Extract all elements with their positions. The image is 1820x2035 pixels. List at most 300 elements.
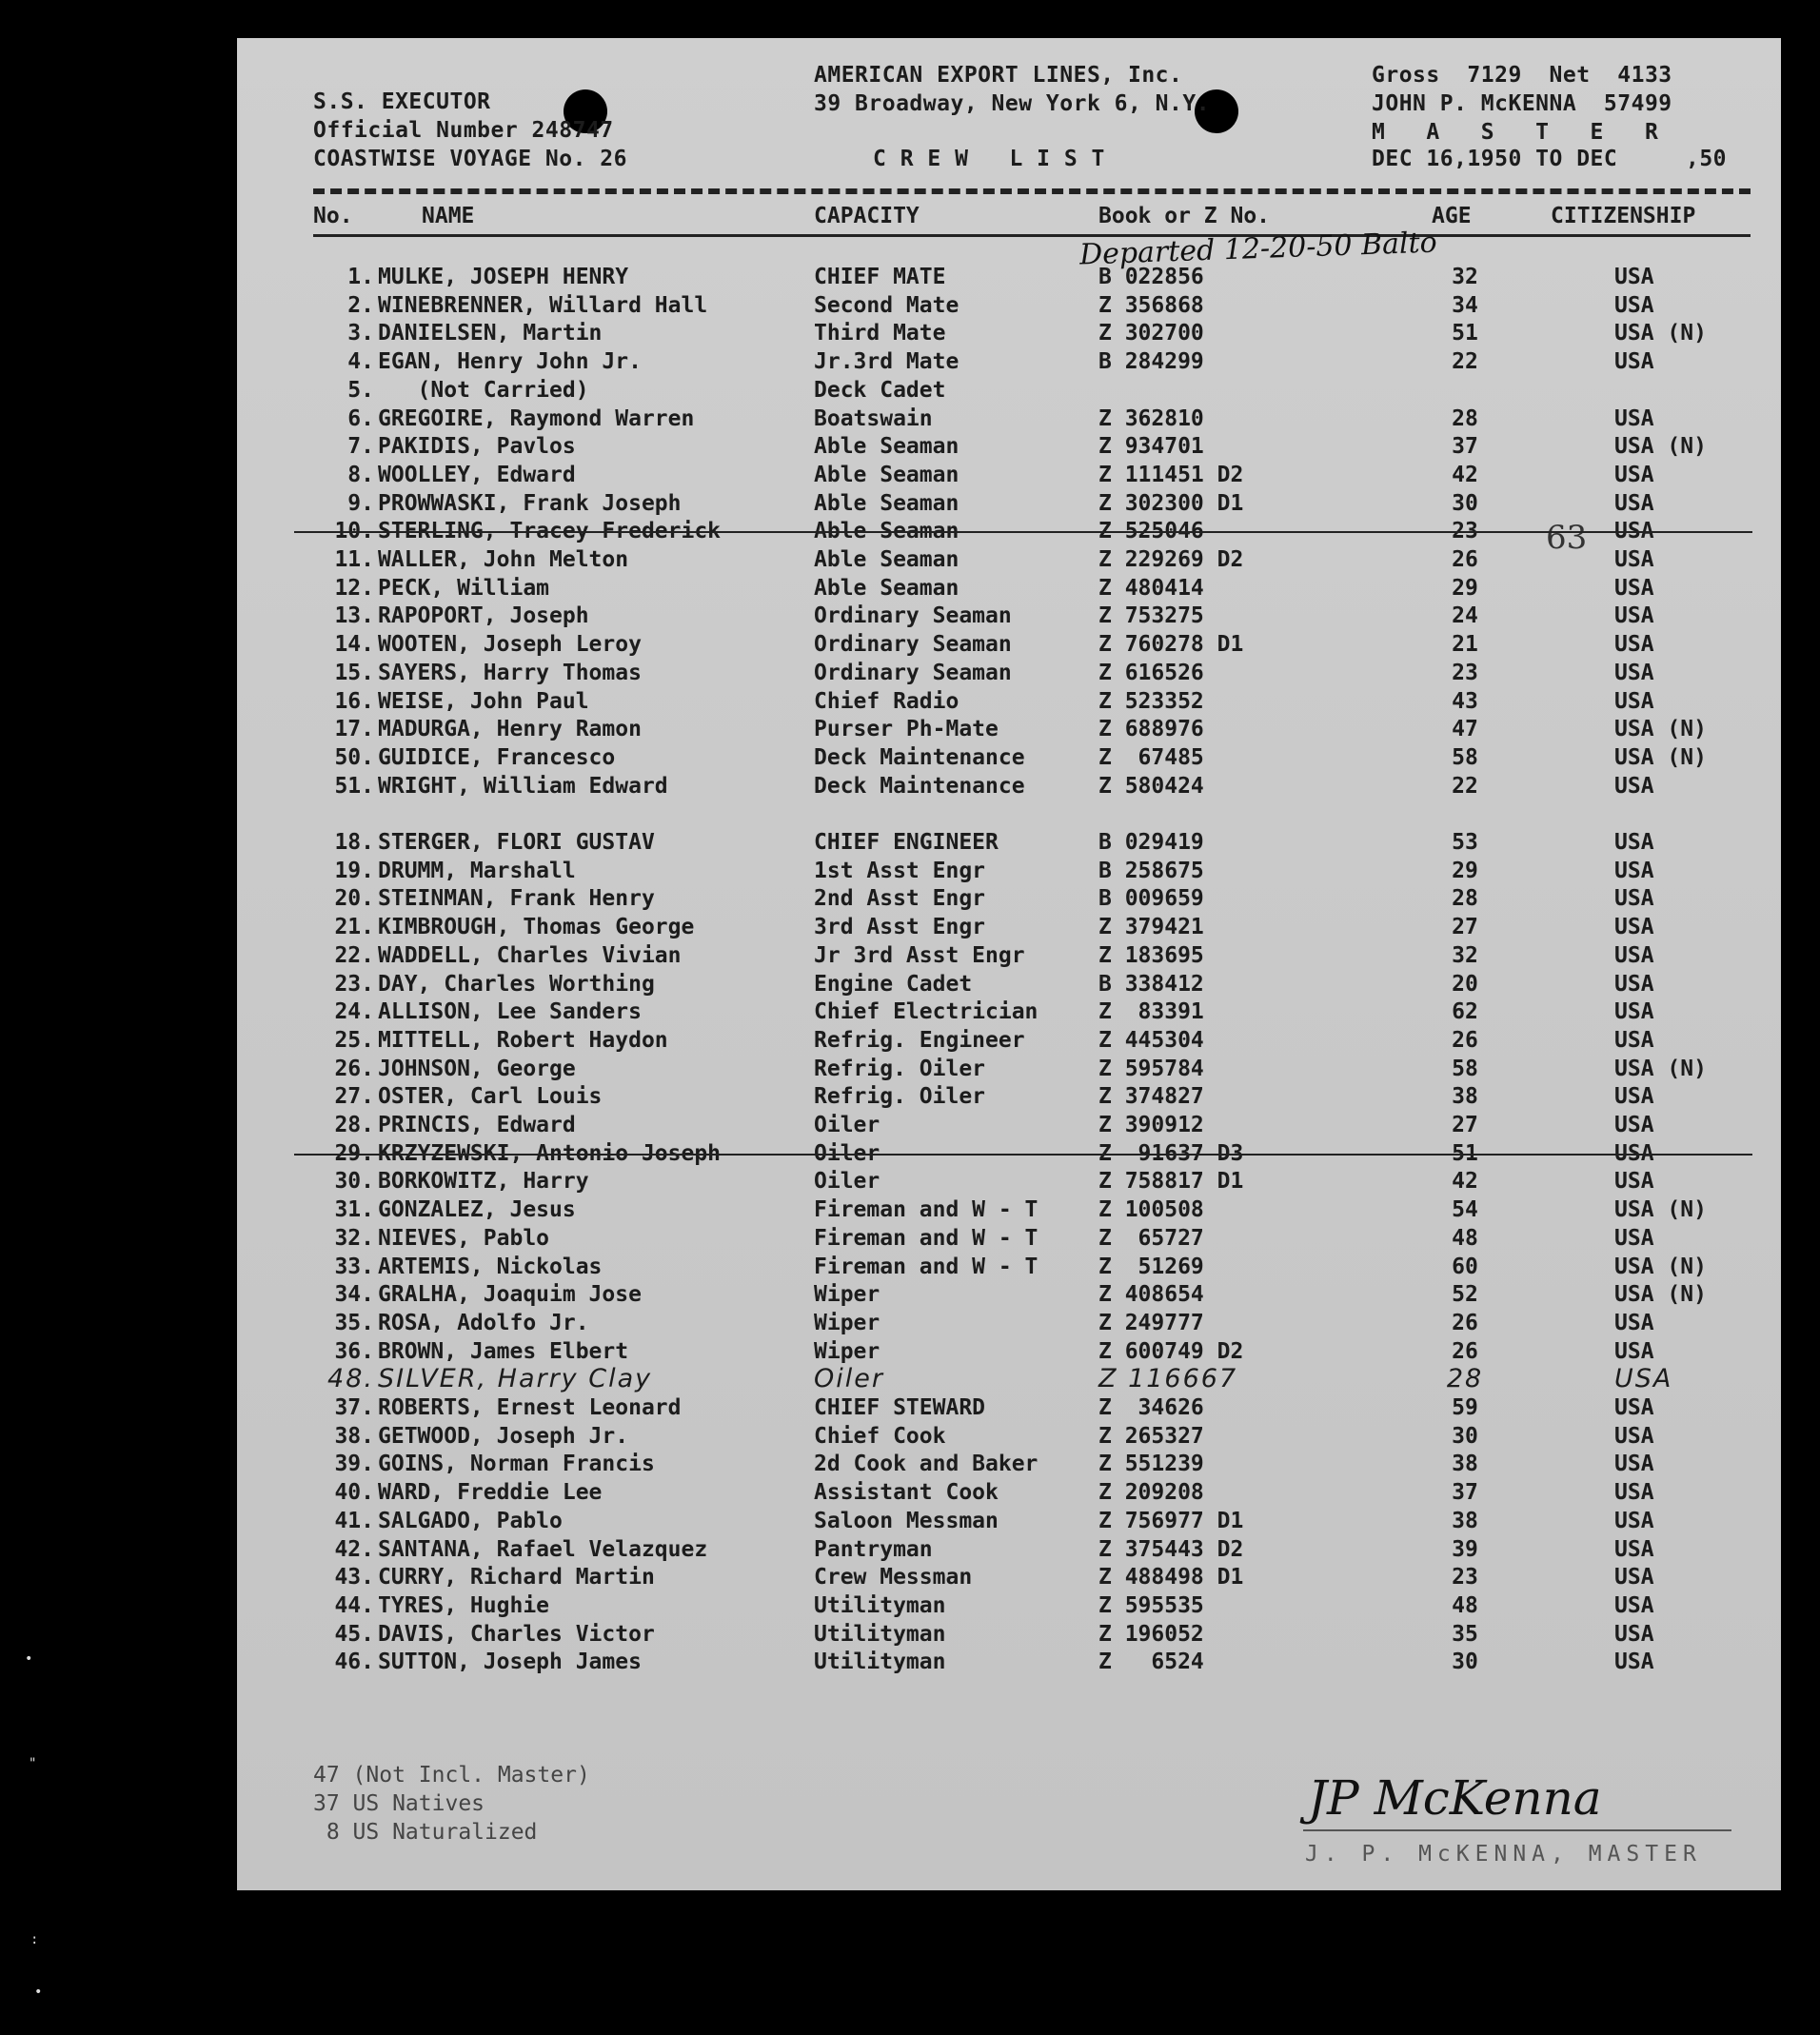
- col-book: Book or Z No.: [1098, 204, 1271, 228]
- table-row: [237, 1337, 1781, 1366]
- crew-citizenship: USA: [1614, 915, 1654, 940]
- crew-no: 6.: [347, 405, 374, 431]
- crew-name: BROWN, James Elbert: [378, 1338, 629, 1364]
- table-row: [237, 517, 1781, 545]
- crew-name: DAVIS, Charles Victor: [378, 1621, 655, 1647]
- crew-capacity: Able Seaman: [814, 462, 959, 487]
- crew-no: 17.: [334, 717, 374, 742]
- crew-no: 11.: [334, 547, 374, 572]
- crew-name: BORKOWITZ, Harry: [378, 1169, 589, 1195]
- crew-name: SAYERS, Harry Thomas: [378, 660, 642, 685]
- crew-no: 27.: [334, 1084, 374, 1110]
- crew-citizenship: USA: [1614, 660, 1654, 685]
- table-row: [237, 405, 1781, 433]
- summary-naturalized: 8 US Naturalized: [313, 1820, 538, 1845]
- crew-citizenship: USA: [1614, 405, 1654, 431]
- table-row: [237, 1591, 1781, 1620]
- crew-age: 26: [1452, 547, 1478, 572]
- table-row: [237, 998, 1781, 1026]
- crew-capacity: Oiler: [814, 1364, 884, 1394]
- crew-name: DANIELSEN, Martin: [378, 321, 603, 346]
- crew-no: 24.: [334, 999, 374, 1025]
- crew-name: WALLER, John Melton: [378, 547, 629, 572]
- crew-citizenship: USA: [1614, 688, 1654, 714]
- crew-no: 39.: [334, 1452, 374, 1477]
- crew-name: DRUMM, Marshall: [378, 858, 576, 883]
- crew-book: Z 580424: [1098, 773, 1204, 799]
- table-row: [237, 1167, 1781, 1195]
- col-capacity: CAPACITY: [814, 204, 920, 228]
- crew-age: 28: [1446, 1364, 1484, 1394]
- table-row: [237, 1535, 1781, 1564]
- crew-name: OSTER, Carl Louis: [378, 1084, 603, 1110]
- crew-book: B 029419: [1098, 830, 1204, 855]
- table-row: [237, 1507, 1781, 1535]
- crew-book: Z 67485: [1098, 744, 1204, 770]
- table-row: [237, 1393, 1781, 1422]
- crew-name: KIMBROUGH, Thomas George: [378, 915, 695, 940]
- crew-book: B 009659: [1098, 886, 1204, 912]
- table-row: [237, 376, 1781, 405]
- crew-book: Z 100508: [1098, 1197, 1204, 1223]
- crew-citizenship: USA: [1614, 265, 1654, 289]
- crew-citizenship: USA (N): [1614, 1254, 1707, 1279]
- crew-no: 28.: [334, 1113, 374, 1137]
- table-row: [237, 1111, 1781, 1139]
- crew-name: WEISE, John Paul: [378, 688, 589, 714]
- col-age: AGE: [1432, 204, 1472, 228]
- crew-name: SUTTON, Joseph James: [378, 1650, 642, 1675]
- crew-no: 29.: [334, 1140, 374, 1166]
- crew-citizenship: USA: [1614, 830, 1654, 855]
- crew-age: 23: [1452, 1565, 1478, 1590]
- crew-book: Z 209208: [1098, 1480, 1204, 1506]
- crew-no: 1.: [347, 265, 374, 289]
- crew-citizenship: USA: [1614, 1140, 1654, 1166]
- crew-name: PRINCIS, Edward: [378, 1113, 576, 1137]
- crew-capacity: 3rd Asst Engr: [814, 915, 986, 940]
- crew-book: Z 302300 D1: [1098, 490, 1244, 516]
- crew-capacity: Chief Electrician: [814, 999, 1039, 1025]
- crew-book: Z 934701: [1098, 434, 1204, 460]
- document-title: C R E W L I S T: [873, 147, 1105, 171]
- table-row: [237, 574, 1781, 603]
- crew-name: ARTEMIS, Nickolas: [378, 1254, 603, 1279]
- crew-name: DAY, Charles Worthing: [378, 971, 655, 997]
- crew-age: 34: [1452, 292, 1478, 318]
- crew-book: Z 551239: [1098, 1452, 1204, 1477]
- crew-citizenship: USA: [1614, 1592, 1654, 1618]
- table-row: [237, 659, 1781, 687]
- crew-no: 25.: [334, 1027, 374, 1053]
- table-row: [237, 1620, 1781, 1649]
- crew-age: 32: [1452, 265, 1478, 289]
- table-row: [237, 602, 1781, 630]
- crew-age: 52: [1452, 1282, 1478, 1308]
- crew-capacity: CHIEF MATE: [814, 265, 946, 289]
- company-address: 39 Broadway, New York 6, N.Y.: [814, 91, 1211, 116]
- crew-no: 36.: [334, 1338, 374, 1364]
- crew-citizenship: USA: [1614, 858, 1654, 883]
- table-row: [237, 432, 1781, 461]
- crew-name: JOHNSON, George: [378, 1056, 576, 1081]
- table-row: [237, 291, 1781, 320]
- crew-age: 30: [1452, 1423, 1478, 1449]
- crew-age: 37: [1452, 434, 1478, 460]
- crew-capacity: Oiler: [814, 1113, 880, 1137]
- crew-capacity: Deck Maintenance: [814, 773, 1025, 799]
- crew-capacity: Engine Cadet: [814, 971, 973, 997]
- crew-no: 12.: [334, 575, 374, 601]
- crew-book: B 284299: [1098, 349, 1204, 375]
- crew-capacity: Chief Cook: [814, 1423, 946, 1449]
- crew-age: 23: [1452, 519, 1478, 544]
- crew-book: Z 379421: [1098, 915, 1204, 940]
- crew-citizenship: USA: [1614, 1621, 1654, 1647]
- crew-name: EGAN, Henry John Jr.: [378, 349, 642, 375]
- crew-no: 35.: [334, 1310, 374, 1335]
- crew-no: 10.: [334, 519, 374, 544]
- crew-book: B 022856: [1098, 265, 1204, 289]
- crew-book: Z 34626: [1098, 1395, 1204, 1420]
- crew-capacity: Deck Cadet: [814, 377, 946, 403]
- margin-number: 63: [1546, 519, 1588, 557]
- crew-age: 48: [1452, 1225, 1478, 1251]
- col-name: NAME: [422, 204, 475, 228]
- crew-no: 7.: [347, 434, 374, 460]
- crew-name: MULKE, JOSEPH HENRY: [378, 265, 629, 289]
- table-row: [237, 1139, 1781, 1168]
- crew-citizenship: USA: [1614, 1169, 1654, 1195]
- crew-no: 14.: [334, 632, 374, 658]
- crew-age: 27: [1452, 915, 1478, 940]
- crew-name: CURRY, Richard Martin: [378, 1565, 655, 1590]
- crew-capacity: Refrig. Oiler: [814, 1084, 986, 1110]
- table-row: [237, 828, 1781, 857]
- crew-name: STEINMAN, Frank Henry: [378, 886, 655, 912]
- crew-book: Z 362810: [1098, 405, 1204, 431]
- crew-age: 37: [1452, 1480, 1478, 1506]
- summary-total: 47 (Not Incl. Master): [313, 1763, 590, 1788]
- voyage-number: COASTWISE VOYAGE No. 26: [313, 147, 627, 171]
- crew-book: Z 408654: [1098, 1282, 1204, 1308]
- crew-capacity: 2nd Asst Engr: [814, 886, 986, 912]
- table-row: [237, 1563, 1781, 1591]
- crew-capacity: Refrig. Engineer: [814, 1027, 1025, 1053]
- crew-book: Z 753275: [1098, 603, 1204, 629]
- company-name: AMERICAN EXPORT LINES, Inc.: [814, 63, 1183, 88]
- table-row: [237, 489, 1781, 518]
- crew-capacity: CHIEF ENGINEER: [814, 830, 999, 855]
- crew-age: 60: [1452, 1254, 1478, 1279]
- margin-dot: •: [34, 1985, 43, 2000]
- crew-age: 28: [1452, 405, 1478, 431]
- crew-no: 48.: [327, 1364, 374, 1394]
- crew-book: Z 91637 D3: [1098, 1140, 1244, 1166]
- crew-name: ROSA, Adolfo Jr.: [378, 1310, 589, 1335]
- crew-capacity: Jr.3rd Mate: [814, 349, 959, 375]
- table-row: [237, 1195, 1781, 1224]
- crew-citizenship: USA: [1614, 942, 1654, 968]
- crew-no: 23.: [334, 971, 374, 997]
- table-row: [237, 263, 1781, 291]
- ship-name: S.S. EXECUTOR: [313, 89, 491, 114]
- crew-age: 29: [1452, 858, 1478, 883]
- crew-no: 30.: [334, 1169, 374, 1195]
- crew-capacity: Saloon Messman: [814, 1508, 999, 1533]
- crew-citizenship: USA: [1614, 1364, 1673, 1394]
- crew-age: 58: [1452, 744, 1478, 770]
- crew-citizenship: USA: [1614, 1225, 1654, 1251]
- crew-capacity: Deck Maintenance: [814, 744, 1025, 770]
- crew-age: 28: [1452, 886, 1478, 912]
- crew-no: 42.: [334, 1536, 374, 1562]
- column-header-row: [237, 202, 1781, 230]
- crew-book: Z 525046: [1098, 519, 1204, 544]
- crew-no: 5.: [347, 377, 374, 403]
- crew-capacity: Ordinary Seaman: [814, 632, 1012, 658]
- crew-list-sheet: [237, 38, 1781, 1890]
- crew-capacity: Second Mate: [814, 292, 959, 318]
- crew-age: 38: [1452, 1452, 1478, 1477]
- crew-age: 30: [1452, 490, 1478, 516]
- table-row: [237, 461, 1781, 489]
- crew-capacity: Assistant Cook: [814, 1480, 999, 1506]
- table-row: [237, 545, 1781, 574]
- crew-citizenship: USA: [1614, 1084, 1654, 1110]
- crew-name: WRIGHT, William Edward: [378, 773, 668, 799]
- crew-book: Z 523352: [1098, 688, 1204, 714]
- crew-book: Z 390912: [1098, 1113, 1204, 1137]
- crew-citizenship: USA (N): [1614, 717, 1707, 742]
- crew-citizenship: USA: [1614, 490, 1654, 516]
- header-dashed-divider: [313, 188, 1751, 194]
- crew-no: 51.: [334, 773, 374, 799]
- crew-age: 27: [1452, 1113, 1478, 1137]
- crew-age: 29: [1452, 575, 1478, 601]
- master-title: M A S T E R: [1372, 120, 1659, 145]
- voyage-dates: DEC 16,1950 TO DEC ,50: [1372, 147, 1728, 171]
- crew-book: Z 445304: [1098, 1027, 1204, 1053]
- crew-name: STERLING, Tracey Frederick: [378, 519, 722, 544]
- crew-no: 37.: [334, 1395, 374, 1420]
- crew-name: STERGER, FLORI GUSTAV: [378, 830, 655, 855]
- crew-capacity: Able Seaman: [814, 575, 959, 601]
- crew-citizenship: USA: [1614, 1310, 1654, 1335]
- crew-citizenship: USA (N): [1614, 1282, 1707, 1308]
- table-row: [237, 1422, 1781, 1451]
- crew-no: 38.: [334, 1423, 374, 1449]
- crew-capacity: Wiper: [814, 1310, 880, 1335]
- table-row: [237, 913, 1781, 941]
- crew-book: Z 183695: [1098, 942, 1204, 968]
- crew-age: 43: [1452, 688, 1478, 714]
- crew-no: 15.: [334, 660, 374, 685]
- crew-citizenship: USA: [1614, 971, 1654, 997]
- signature-line: [1303, 1829, 1731, 1831]
- crew-no: 41.: [334, 1508, 374, 1533]
- crew-age: 51: [1452, 321, 1478, 346]
- crew-capacity: Boatswain: [814, 405, 933, 431]
- crew-name: GETWOOD, Joseph Jr.: [378, 1423, 629, 1449]
- table-row: [237, 347, 1781, 376]
- table-row: [237, 1280, 1781, 1309]
- table-row: [237, 1082, 1781, 1111]
- crew-book: Z 756977 D1: [1098, 1508, 1244, 1533]
- crew-citizenship: USA: [1614, 1452, 1654, 1477]
- crew-citizenship: USA: [1614, 1395, 1654, 1420]
- crew-age: 35: [1452, 1621, 1478, 1647]
- crew-citizenship: USA: [1614, 632, 1654, 658]
- crew-age: 23: [1452, 660, 1478, 685]
- crew-name: RAPOPORT, Joseph: [378, 603, 589, 629]
- crew-name: (Not Carried): [378, 377, 589, 403]
- crew-no: 45.: [334, 1621, 374, 1647]
- crew-no: 19.: [334, 858, 374, 883]
- departed-annotation: Departed 12-20-50 Balto: [1078, 226, 1438, 272]
- crew-capacity: 1st Asst Engr: [814, 858, 986, 883]
- table-row: [237, 1309, 1781, 1337]
- crew-capacity: Able Seaman: [814, 519, 959, 544]
- crew-age: 21: [1452, 632, 1478, 658]
- crew-book: Z 51269: [1098, 1254, 1204, 1279]
- crew-no: 34.: [334, 1282, 374, 1308]
- crew-book: Z 480414: [1098, 575, 1204, 601]
- crew-book: Z 595784: [1098, 1056, 1204, 1081]
- crew-capacity: Oiler: [814, 1169, 880, 1195]
- table-row: [237, 630, 1781, 659]
- crew-capacity: 2d Cook and Baker: [814, 1452, 1039, 1477]
- table-row: [237, 1365, 1781, 1393]
- crew-book: Z 600749 D2: [1098, 1338, 1244, 1364]
- master-signature: JP McKenna: [1308, 1770, 1602, 1826]
- crew-name: WARD, Freddie Lee: [378, 1480, 603, 1506]
- crew-name: SANTANA, Rafael Velazquez: [378, 1536, 708, 1562]
- crew-no: 44.: [334, 1592, 374, 1618]
- crew-book: Z 6524: [1098, 1650, 1204, 1675]
- crew-citizenship: USA: [1614, 1480, 1654, 1506]
- crew-capacity: Wiper: [814, 1282, 880, 1308]
- crew-citizenship: USA: [1614, 886, 1654, 912]
- crew-name: NIEVES, Pablo: [378, 1225, 550, 1251]
- column-header-rule: [313, 234, 1751, 237]
- crew-age: 39: [1452, 1536, 1478, 1562]
- crew-capacity: Ordinary Seaman: [814, 660, 1012, 685]
- signature-caption: J. P. McKENNA, MASTER: [1305, 1842, 1702, 1867]
- crew-age: 54: [1452, 1197, 1478, 1223]
- crew-citizenship: USA: [1614, 1508, 1654, 1533]
- table-row: [237, 1055, 1781, 1083]
- crew-capacity: Fireman and W - T: [814, 1225, 1039, 1251]
- crew-no: 2.: [347, 292, 374, 318]
- crew-no: 32.: [334, 1225, 374, 1251]
- crew-capacity: Oiler: [814, 1140, 880, 1166]
- crew-citizenship: USA: [1614, 1536, 1654, 1562]
- crew-age: 22: [1452, 349, 1478, 375]
- crew-no: 4.: [347, 349, 374, 375]
- crew-citizenship: USA: [1614, 1338, 1654, 1364]
- table-row: [237, 743, 1781, 772]
- crew-name: GUIDICE, Francesco: [378, 744, 616, 770]
- crew-book: Z 595535: [1098, 1592, 1204, 1618]
- crew-age: 51: [1452, 1140, 1478, 1166]
- crew-capacity: Utilityman: [814, 1592, 946, 1618]
- crew-age: 42: [1452, 1169, 1478, 1195]
- crew-book: Z 249777: [1098, 1310, 1204, 1335]
- crew-book: Z 758817 D1: [1098, 1169, 1244, 1195]
- col-citizenship: CITIZENSHIP: [1551, 204, 1696, 228]
- crew-no: 9.: [347, 490, 374, 516]
- table-row: [237, 857, 1781, 885]
- crew-capacity: Third Mate: [814, 321, 946, 346]
- crew-citizenship: USA: [1614, 1565, 1654, 1590]
- crew-name: SALGADO, Pablo: [378, 1508, 563, 1533]
- crew-capacity: Fireman and W - T: [814, 1197, 1039, 1223]
- crew-book: Z 688976: [1098, 717, 1204, 742]
- crew-book: Z 356868: [1098, 292, 1204, 318]
- crew-capacity: Utilityman: [814, 1650, 946, 1675]
- crew-citizenship: USA: [1614, 773, 1654, 799]
- summary-natives: 37 US Natives: [313, 1791, 485, 1816]
- crew-name: GONZALEZ, Jesus: [378, 1197, 576, 1223]
- crew-no: 33.: [334, 1254, 374, 1279]
- crew-book: B 338412: [1098, 971, 1204, 997]
- crew-age: 32: [1452, 942, 1478, 968]
- crew-age: 26: [1452, 1027, 1478, 1053]
- crew-name: MITTELL, Robert Haydon: [378, 1027, 668, 1053]
- crew-name: WADDELL, Charles Vivian: [378, 942, 682, 968]
- master-name: JOHN P. McKENNA 57499: [1372, 91, 1672, 116]
- crew-capacity: Fireman and W - T: [814, 1254, 1039, 1279]
- crew-name: PROWWASKI, Frank Joseph: [378, 490, 682, 516]
- crew-no: 40.: [334, 1480, 374, 1506]
- crew-age: 53: [1452, 830, 1478, 855]
- crew-no: 31.: [334, 1197, 374, 1223]
- crew-no: 50.: [334, 744, 374, 770]
- crew-age: 47: [1452, 717, 1478, 742]
- crew-book: Z 488498 D1: [1098, 1565, 1244, 1590]
- crew-citizenship: USA (N): [1614, 744, 1707, 770]
- crew-age: 42: [1452, 462, 1478, 487]
- crew-name: PAKIDIS, Pavlos: [378, 434, 576, 460]
- crew-no: 16.: [334, 688, 374, 714]
- crew-capacity: Chief Radio: [814, 688, 959, 714]
- margin-dot: :: [30, 1932, 39, 1947]
- crew-name: ROBERTS, Ernest Leonard: [378, 1395, 682, 1420]
- crew-book: Z 374827: [1098, 1084, 1204, 1110]
- crew-book: Z 83391: [1098, 999, 1204, 1025]
- crew-capacity: Utilityman: [814, 1621, 946, 1647]
- crew-age: 38: [1452, 1508, 1478, 1533]
- crew-capacity: Jr 3rd Asst Engr: [814, 942, 1025, 968]
- crew-age: 58: [1452, 1056, 1478, 1081]
- crew-citizenship: USA (N): [1614, 321, 1707, 346]
- crew-no: 22.: [334, 942, 374, 968]
- crew-book: Z 229269 D2: [1098, 547, 1244, 572]
- crew-no: 46.: [334, 1650, 374, 1675]
- crew-capacity: Purser Ph-Mate: [814, 717, 999, 742]
- official-number: Official Number 248747: [313, 118, 614, 143]
- crew-citizenship: USA (N): [1614, 1056, 1707, 1081]
- crew-name: ALLISON, Lee Sanders: [378, 999, 642, 1025]
- crew-name: GOINS, Norman Francis: [378, 1452, 655, 1477]
- crew-citizenship: USA: [1614, 292, 1654, 318]
- crew-citizenship: USA: [1614, 462, 1654, 487]
- crew-name: GRALHA, Joaquim Jose: [378, 1282, 642, 1308]
- crew-name: SILVER, Harry Clay: [378, 1364, 653, 1394]
- crew-book: Z 111451 D2: [1098, 462, 1244, 487]
- crew-age: 59: [1452, 1395, 1478, 1420]
